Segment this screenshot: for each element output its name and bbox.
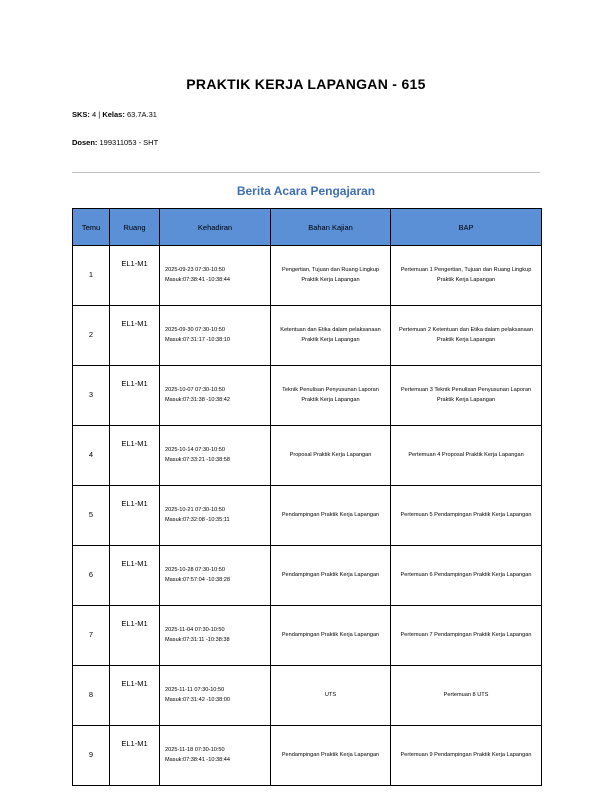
- temu-cell: 5: [73, 486, 110, 546]
- table-row: [73, 246, 542, 306]
- bahan-kajian-cell: Pendampingan Praktik Kerja Lapangan: [271, 486, 391, 546]
- attendance-text: Masuk:07:32:08 -10:35:11: [165, 516, 230, 523]
- bahan-kajian-cell: Pendampingan Praktik Kerja Lapangan: [271, 546, 391, 606]
- schedule-text: 2025-11-18 07:30-10:50: [165, 747, 225, 754]
- course-meta: [72, 110, 157, 119]
- bap-cell: Pertemuan 1 Pengertian, Tujuan dan Ruang Lingkup Praktik Kerja Lapangan: [391, 246, 542, 306]
- ruang-cell: EL1-M1: [110, 666, 160, 726]
- table-row: [73, 546, 542, 606]
- dosen-label: Dosen:: [72, 138, 98, 147]
- table-row: [73, 606, 542, 666]
- ruang-cell: EL1-M1: [110, 306, 160, 366]
- kehadiran-cell: [160, 486, 271, 546]
- bap-cell: Pertemuan 9 Pendampingan Praktik Kerja Lapangan: [391, 726, 542, 786]
- schedule-text: 2025-10-21 07:30-10:50: [165, 507, 226, 514]
- temu-cell: 6: [73, 546, 110, 606]
- teaching-record-table: [72, 208, 542, 786]
- header-kehadiran: Kehadiran: [160, 209, 271, 246]
- section-title: Berita Acara Pengajaran: [236, 184, 376, 198]
- bahan-kajian-cell: Pendampingan Praktik Kerja Lapangan: [271, 726, 391, 786]
- bap-cell: Pertemuan 7 Pendampingan Praktik Kerja Lapangan: [391, 606, 542, 666]
- attendance-text: Masuk:07:31:42 -10:38:00: [165, 696, 230, 703]
- ruang-cell: EL1-M1: [110, 546, 160, 606]
- kehadiran-cell: [160, 666, 271, 726]
- ruang-cell: EL1-M1: [110, 246, 160, 306]
- table-row: [73, 306, 542, 366]
- attendance-text: Masuk:07:31:38 -10:38:42: [165, 396, 230, 403]
- kehadiran-cell: [160, 606, 271, 666]
- bap-cell: Pertemuan 4 Proposal Praktik Kerja Lapangan: [391, 426, 542, 486]
- attendance-text: Masuk:07:57:04 -10:38:28: [165, 576, 230, 583]
- table-row: [73, 726, 542, 786]
- kehadiran-cell: [160, 246, 271, 306]
- ruang-cell: EL1-M1: [110, 486, 160, 546]
- bap-cell: Pertemuan 3 Teknik Penulisan Penyusunan Laporan Praktik Kerja Lapangan: [391, 366, 542, 426]
- kehadiran-cell: [160, 366, 271, 426]
- schedule-text: 2025-10-14 07:30-10:50: [165, 447, 226, 454]
- schedule-text: 2025-09-30 07:30-10:50: [165, 327, 226, 334]
- bahan-kajian-cell: Pendampingan Praktik Kerja Lapangan: [271, 606, 391, 666]
- kehadiran-cell: [160, 546, 271, 606]
- temu-cell: 7: [73, 606, 110, 666]
- bahan-kajian-cell: Teknik Penulisan Penyusunan Laporan Praktik Kerja Lapangan: [271, 366, 391, 426]
- ruang-cell: EL1-M1: [110, 366, 160, 426]
- table-row: [73, 666, 542, 726]
- kehadiran-cell: [160, 426, 271, 486]
- meta-separator: |: [98, 110, 101, 119]
- header-temu: Temu: [73, 209, 110, 246]
- bap-cell: Pertemuan 6 Pendampingan Praktik Kerja Lapangan: [391, 546, 542, 606]
- table-row: [73, 486, 542, 546]
- table-row: [73, 426, 542, 486]
- sks-value: 4: [92, 110, 97, 119]
- attendance-text: Masuk:07:31:11 -10:38:38: [165, 636, 230, 643]
- divider: [72, 172, 540, 173]
- lecturer-meta: [72, 138, 158, 147]
- kelas-label: Kelas:: [102, 110, 125, 119]
- temu-cell: 3: [73, 366, 110, 426]
- ruang-cell: EL1-M1: [110, 726, 160, 786]
- table-header-row: [73, 209, 542, 246]
- schedule-text: 2025-10-28 07:30-10:50: [165, 567, 226, 574]
- temu-cell: 8: [73, 666, 110, 726]
- schedule-text: 2025-11-11 07:30-10:50: [165, 687, 225, 694]
- bap-cell: Pertemuan 5 Pendampingan Praktik Kerja Lapangan: [391, 486, 542, 546]
- kehadiran-cell: [160, 726, 271, 786]
- bahan-kajian-cell: UTS: [271, 666, 391, 726]
- table-row: [73, 366, 542, 426]
- header-bahan-kajian: Bahan Kajian: [271, 209, 391, 246]
- ruang-cell: EL1-M1: [110, 606, 160, 666]
- temu-cell: 1: [73, 246, 110, 306]
- attendance-text: Masuk:07:38:41 -10:38:44: [165, 756, 230, 763]
- schedule-text: 2025-11-04 07:30-10:50: [165, 627, 225, 634]
- temu-cell: 2: [73, 306, 110, 366]
- schedule-text: 2025-09-23 07:30-10:50: [165, 267, 226, 274]
- bap-cell: Pertemuan 8 UTS: [391, 666, 542, 726]
- header-bap: BAP: [391, 209, 542, 246]
- schedule-text: 2025-10-07 07:30-10:50: [165, 387, 226, 394]
- dosen-value: 199311053 - SHT: [99, 138, 159, 147]
- kehadiran-cell: [160, 306, 271, 366]
- attendance-text: Masuk:07:31:17 -10:38:10: [165, 336, 230, 343]
- header-ruang: Ruang: [110, 209, 160, 246]
- bap-cell: Pertemuan 2 Ketentuan dan Etika dalam pelaksanaan Praktik Kerja Lapangan: [391, 306, 542, 366]
- bahan-kajian-cell: Proposal Praktik Kerja Lapangan: [271, 426, 391, 486]
- attendance-text: Masuk:07:33:21 -10:38:58: [165, 456, 230, 463]
- document-title: PRAKTIK KERJA LAPANGAN - 615: [186, 76, 426, 92]
- kelas-value: 63.7A.31: [126, 110, 157, 119]
- sks-label: SKS:: [72, 110, 90, 119]
- temu-cell: 4: [73, 426, 110, 486]
- bahan-kajian-cell: Pengertian, Tujuan dan Ruang Lingkup Praktik Kerja Lapangan: [271, 246, 391, 306]
- ruang-cell: EL1-M1: [110, 426, 160, 486]
- temu-cell: 9: [73, 726, 110, 786]
- attendance-text: Masuk:07:38:41 -10:38:44: [165, 276, 230, 283]
- bahan-kajian-cell: Ketentuan dan Etika dalam pelaksanaan Praktik Kerja Lapangan: [271, 306, 391, 366]
